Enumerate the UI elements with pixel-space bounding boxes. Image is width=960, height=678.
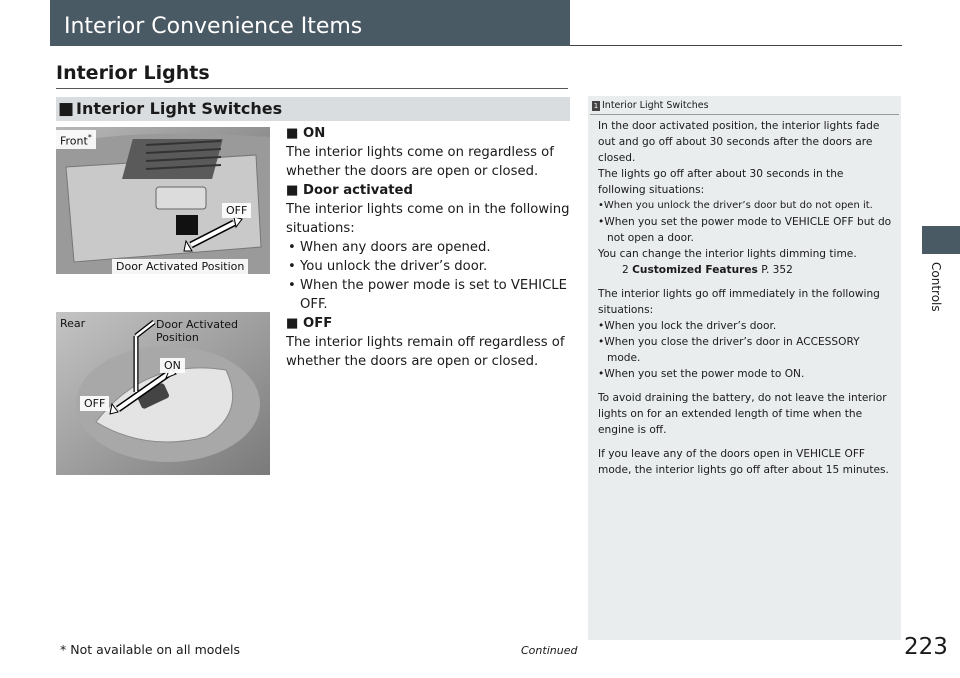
list-item: • When any doors are opened. — [288, 240, 491, 255]
front-label: Front* — [56, 130, 96, 149]
list-item: •When you lock the driver’s door. — [598, 320, 777, 332]
note-paragraph: The interior lights go off immediately in the following situations: — [598, 288, 880, 316]
reference-link[interactable]: Customized Features — [632, 264, 758, 276]
page-title: Interior Convenience Items — [64, 14, 363, 39]
page-number: 223 — [904, 634, 948, 660]
door-activated-text: The interior lights come on in the following situations: — [286, 202, 570, 236]
list-item: •When you close the driver’s door in ACCESSORY mode. — [598, 336, 860, 364]
section-rule — [56, 88, 568, 89]
note-paragraph: In the door activated position, the interior lights fade out and go off about 30 seconds after the doors are closed. — [598, 120, 880, 164]
note-paragraph: If you leave any of the doors open in VEHICLE OFF mode, the interior lights go off after about 15 minutes. — [598, 448, 889, 476]
note-paragraph: You can change the interior lights dimming time. — [598, 248, 857, 260]
front-light-photo — [56, 127, 270, 274]
section-title: Interior Lights — [56, 62, 210, 84]
list-item: •When you unlock the driver’s door but do not open it. — [598, 200, 873, 211]
reference-page: P. 352 — [757, 264, 793, 276]
page-title-bar — [50, 0, 570, 46]
list-item: • You unlock the driver’s door. — [288, 259, 488, 274]
footnote: * Not available on all models — [60, 642, 241, 657]
list-item: • When the power mode is set to VEHICLE OFF. — [288, 278, 567, 312]
rear-on-label: ON — [160, 358, 185, 373]
reference-arrow-icon: 2 — [622, 264, 629, 276]
rear-door-label: Door Activated Position — [156, 318, 239, 344]
rear-light-photo — [56, 312, 270, 475]
on-heading: ■ ON — [286, 126, 326, 141]
front-console-illustration — [56, 127, 270, 274]
sidebar-body — [598, 118, 894, 478]
chapter-label: Controls — [929, 262, 943, 312]
subheading-bar — [56, 97, 570, 121]
door-activated-heading: ■ Door activated — [286, 183, 413, 198]
notes-sidebar — [588, 96, 901, 640]
title-rule — [570, 45, 902, 46]
front-off-label: OFF — [222, 203, 251, 218]
chapter-tab — [922, 226, 960, 254]
on-text: The interior lights come on regardless of whether the doors are open or closed. — [286, 145, 554, 179]
note-paragraph: To avoid draining the battery, do not leave the interior lights on for an extended length of time when the engine is off. — [598, 392, 887, 436]
switch-descriptions — [286, 124, 572, 371]
rear-label: Rear — [60, 317, 86, 330]
sidebar-header — [590, 100, 899, 115]
note-icon: 1 — [593, 102, 599, 110]
off-text: The interior lights remain off regardless of whether the doors are open or closed. — [286, 335, 565, 369]
cross-reference[interactable] — [598, 262, 894, 278]
front-door-label: Door Activated Position — [112, 259, 248, 274]
rear-off-label: OFF — [80, 396, 109, 411]
subheading-title: Interior Light Switches — [76, 99, 283, 118]
note-paragraph: The lights go off after about 30 seconds in the following situations: — [598, 168, 844, 196]
off-heading: ■ OFF — [286, 316, 333, 331]
list-item: •When you set the power mode to ON. — [598, 368, 805, 380]
list-item: •When you set the power mode to VEHICLE OFF but do not open a door. — [598, 216, 892, 244]
sidebar-title: Interior Light Switches — [602, 100, 709, 111]
subheading-marker-icon: ■ — [58, 99, 75, 119]
continued-label: Continued — [521, 644, 578, 657]
